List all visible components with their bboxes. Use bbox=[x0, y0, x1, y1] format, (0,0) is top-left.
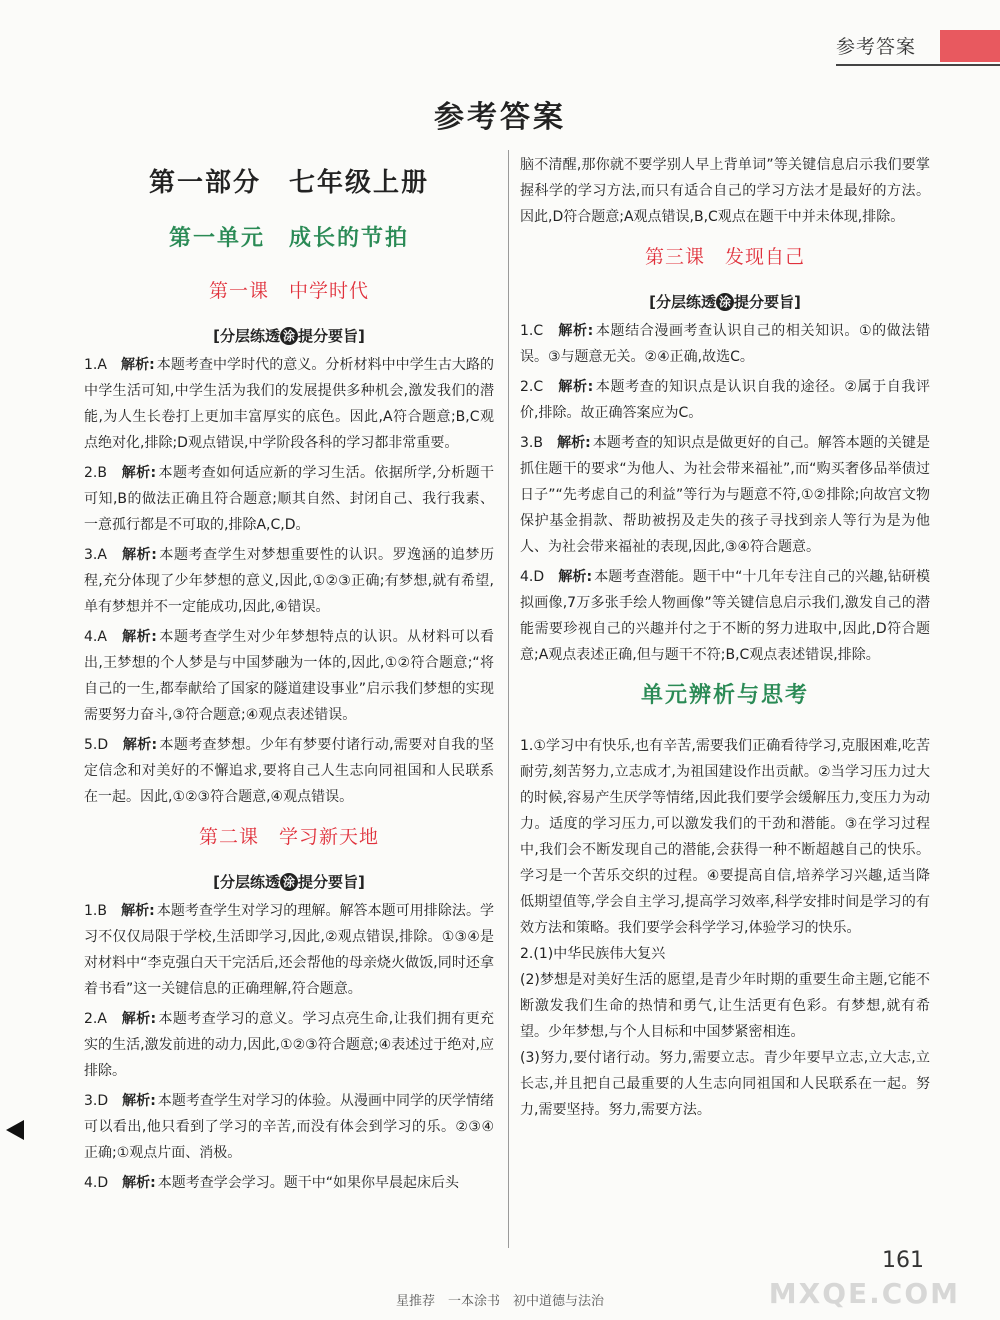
section-pre: [分层练透 bbox=[213, 327, 280, 345]
header-accent-bar bbox=[940, 30, 1000, 62]
answer-item bbox=[84, 460, 494, 538]
header-tag: 参考答案 bbox=[836, 36, 917, 58]
analysis-label: 解析: bbox=[121, 465, 157, 481]
answer-number: 4.D bbox=[520, 569, 545, 585]
answer-text: 本题考查的知识点是认识自我的途径。②属于自我评价,排除。故正确答案应为C。 bbox=[520, 379, 930, 421]
answer-item bbox=[84, 1088, 494, 1166]
tu-badge-icon: 涂 bbox=[280, 327, 298, 345]
section-pre: [分层练透 bbox=[213, 873, 280, 891]
answer-text: 本题结合漫画考查认识自己的相关知识。①的做法错误。③与题意无关。②④正确,故选C。 bbox=[520, 323, 930, 365]
review-answer-1: 1.①学习中有快乐,也有辛苦,需要我们正确看待学习,克服困难,吃苦耐劳,刻苦努力,立志成才,为祖国建设作出贡献。②当学习压力过大的时候,容易产生厌学等情绪,因此我们要学会缓解压力,变压力为动力。适度的学习压力,可以激发我们的干劲和潜能。③在学习过程中,我们会不断发现自己的潜能,会获得一种不断超越自己的快乐。学习是一个苦乐交织的过程。④要提高自信,培养学习兴趣,适当降低期望值等,学会自主学习,提高学习效率,科学安排时间是学习的有效方法和策略。我们要学会科学学习,体验学习的快乐。 bbox=[520, 738, 930, 936]
answer-item bbox=[520, 430, 930, 560]
analysis-label: 解析: bbox=[121, 357, 155, 373]
analysis-label: 解析: bbox=[122, 1175, 156, 1191]
review-answer-2-2: (2)梦想是对美好生活的愿望,是青少年时期的重要生命主题,它能不断激发我们生命的热情和勇气,让生活更有色彩。有梦想,就有希望。少年梦想,与个人目标和中国梦紧密相连。 bbox=[520, 972, 930, 1040]
answer-text: 本题考查梦想。少年有梦要付诸行动,需要对自我的坚定信念和对美好的不懈追求,要将自己人生志向同祖国和人民联系在一起。因此,①②③符合题意,④观点错误。 bbox=[84, 737, 495, 805]
section-post: 提分要旨] bbox=[298, 873, 365, 891]
answer-text: 本题考查如何适应新的学习生活。依据所学,分析题干可知,B的做法正确且符合题意;顺其自然、封闭自己、我行我素、一意孤行都是不可取的,排除A,C,D。 bbox=[84, 465, 495, 533]
analysis-label: 解析: bbox=[122, 737, 158, 753]
arrow-marker-icon bbox=[6, 1120, 24, 1140]
part-heading: 第一部分 七年级上册 bbox=[148, 168, 429, 198]
answer-text: 本题考查的知识点是做更好的自己。解答本题的关键是抓住题干的要求“为他人、为社会带来福祉”,而“购买奢侈品举债过日子”“先考虑自己的利益”等行为与题意不符,①②排除;向故宫文物保护基金捐款、帮助被拐及走失的孩子寻找到亲人等行为是为他人、为社会带来福祉的表现,因此,③④符合题意。 bbox=[520, 435, 930, 555]
analysis-label: 解析: bbox=[558, 569, 593, 585]
watermark: MXQE.COM bbox=[768, 1277, 960, 1310]
analysis-label: 解析: bbox=[122, 1093, 156, 1109]
footer-text: 星推荐 一本涂书 初中道德与法治 bbox=[395, 1294, 604, 1309]
answer-number: 2.A bbox=[84, 1011, 107, 1027]
answer-number: 3.D bbox=[84, 1093, 109, 1109]
analysis-label: 解析: bbox=[122, 547, 157, 563]
answer-text: 本题考查潜能。题干中“十几年专注自己的兴趣,钻研模拟画像,7万多张手绘人物画像”等关键信息启示我们,激发自己的潜能需要珍视自己的兴趣并付之于不断的努力进取中,因此,D符合题意;A观点表述正确,但与题干不符;B,C观点表述错误,排除。 bbox=[520, 569, 931, 663]
answer-text: 本题考查学生对梦想重要性的认识。罗逸涵的追梦历程,充分体现了少年梦想的意义,因此,①②③正确;有梦想,就有希望,单有梦想并不一定能成功,因此,④错误。 bbox=[84, 547, 495, 615]
section-heading bbox=[520, 291, 930, 312]
analysis-label: 解析: bbox=[121, 903, 155, 919]
answer-item bbox=[84, 542, 494, 620]
answer-number: 2.C bbox=[520, 379, 544, 395]
lesson-1-heading: 第一课 中学时代 bbox=[208, 280, 369, 302]
answer-number: 5.D bbox=[84, 737, 109, 753]
answer-number: 4.A bbox=[84, 629, 107, 645]
answer-item bbox=[520, 564, 930, 668]
answer-item bbox=[520, 318, 930, 370]
section-post: 提分要旨] bbox=[298, 327, 365, 345]
answer-item bbox=[84, 1006, 494, 1084]
answer-number: 2.B bbox=[84, 465, 107, 481]
answer-number: 1.B bbox=[84, 903, 107, 919]
answer-number: 1.C bbox=[520, 323, 544, 339]
unit-review-heading: 单元辨析与思考 bbox=[640, 683, 809, 708]
analysis-label: 解析: bbox=[122, 629, 157, 645]
section-pre: [分层练透 bbox=[649, 293, 716, 311]
header-rule bbox=[836, 64, 1000, 66]
answer-text: 本题考查学会学习。题干中“如果你早晨起床后头 bbox=[157, 1175, 460, 1191]
answer-item bbox=[84, 352, 494, 456]
answer-text: 本题考查学生对少年梦想特点的认识。从材料可以看出,王梦想的个人梦是与中国梦融为一体的,因此,①②符合题意;“将自己的一生,都奉献给了国家的隧道建设事业”启示我们梦想的实现需要努力奋斗,③符合题意;④观点表述错误。 bbox=[84, 629, 495, 723]
right-column bbox=[520, 152, 930, 1123]
answer-item bbox=[84, 1170, 494, 1196]
answer-number: 1.A bbox=[84, 357, 107, 373]
answer-text: 本题考查学习的意义。学习点亮生命,让我们拥有更充实的生活,激发前进的动力,因此,①②③符合题意;④表述过于绝对,应排除。 bbox=[84, 1011, 495, 1079]
answer-number: 3.A bbox=[84, 547, 107, 563]
column-divider bbox=[508, 150, 509, 1248]
review-answer-2-3: (3)努力,要付诸行动。努力,需要立志。青少年要早立志,立大志,立长志,并且把自己最重要的人生志向同祖国和人民联系在一起。努力,需要坚持。努力,需要方法。 bbox=[520, 1050, 930, 1118]
answer-number: 4.D bbox=[84, 1175, 109, 1191]
lesson-2-heading: 第二课 学习新天地 bbox=[198, 826, 379, 848]
section-post: 提分要旨] bbox=[734, 293, 801, 311]
tu-badge-icon: 涂 bbox=[280, 873, 298, 891]
analysis-label: 解析: bbox=[558, 323, 594, 339]
unit-heading: 第一单元 成长的节拍 bbox=[168, 226, 409, 251]
answer-item bbox=[84, 732, 494, 810]
answer-text: 本题考查中学时代的意义。分析材料中中学生古大路的中学生活可知,中学生活为我们的发展提供多种机会,激发我们的潜能,为人生长卷打上更加丰富厚实的底色。因此,A符合题意;B,C观点绝对化,排除;D观点错误,中学阶段各科的学习都非常重要。 bbox=[84, 357, 494, 451]
answer-item bbox=[84, 624, 494, 728]
answer-text: 本题考查学生对学习的体验。从漫画中同学的厌学情绪可以看出,他只看到了学习的辛苦,而没有体会到学习的乐。②③④正确;①观点片面、消极。 bbox=[84, 1093, 495, 1161]
answer-number: 3.B bbox=[520, 435, 543, 451]
section-heading bbox=[84, 325, 494, 346]
lesson-3-heading: 第三课 发现自己 bbox=[644, 246, 805, 268]
answer-item bbox=[84, 898, 494, 1002]
answer-text: 本题考查学生对学习的理解。解答本题可用排除法。学习不仅仅局限于学校,生活即学习,因此,②观点错误,排除。①③④是对材料中“李克强白天干完活后,还会帮他的母亲烧火做饭,同时还拿着书看”这一关键信息的正确理解,符合题意。 bbox=[84, 903, 494, 997]
review-answer-2-1: 2.(1)中华民族伟大复兴 bbox=[520, 946, 666, 962]
analysis-label: 解析: bbox=[557, 435, 591, 451]
analysis-label: 解析: bbox=[558, 379, 594, 395]
page-number: 161 bbox=[882, 1248, 924, 1273]
left-column bbox=[84, 152, 494, 1200]
page-title: 参考答案 bbox=[434, 100, 566, 135]
section-heading bbox=[84, 871, 494, 892]
analysis-label: 解析: bbox=[121, 1011, 157, 1027]
tu-badge-icon: 涂 bbox=[716, 293, 734, 311]
continued-text: 脑不清醒,那你就不要学别人早上背单词”等关键信息启示我们要掌握科学的学习方法,而只有适合自己的学习方法才是最好的方法。因此,D符合题意;A观点错误,B,C观点在题干中并未体现,排除。 bbox=[520, 157, 930, 225]
answer-item bbox=[520, 374, 930, 426]
